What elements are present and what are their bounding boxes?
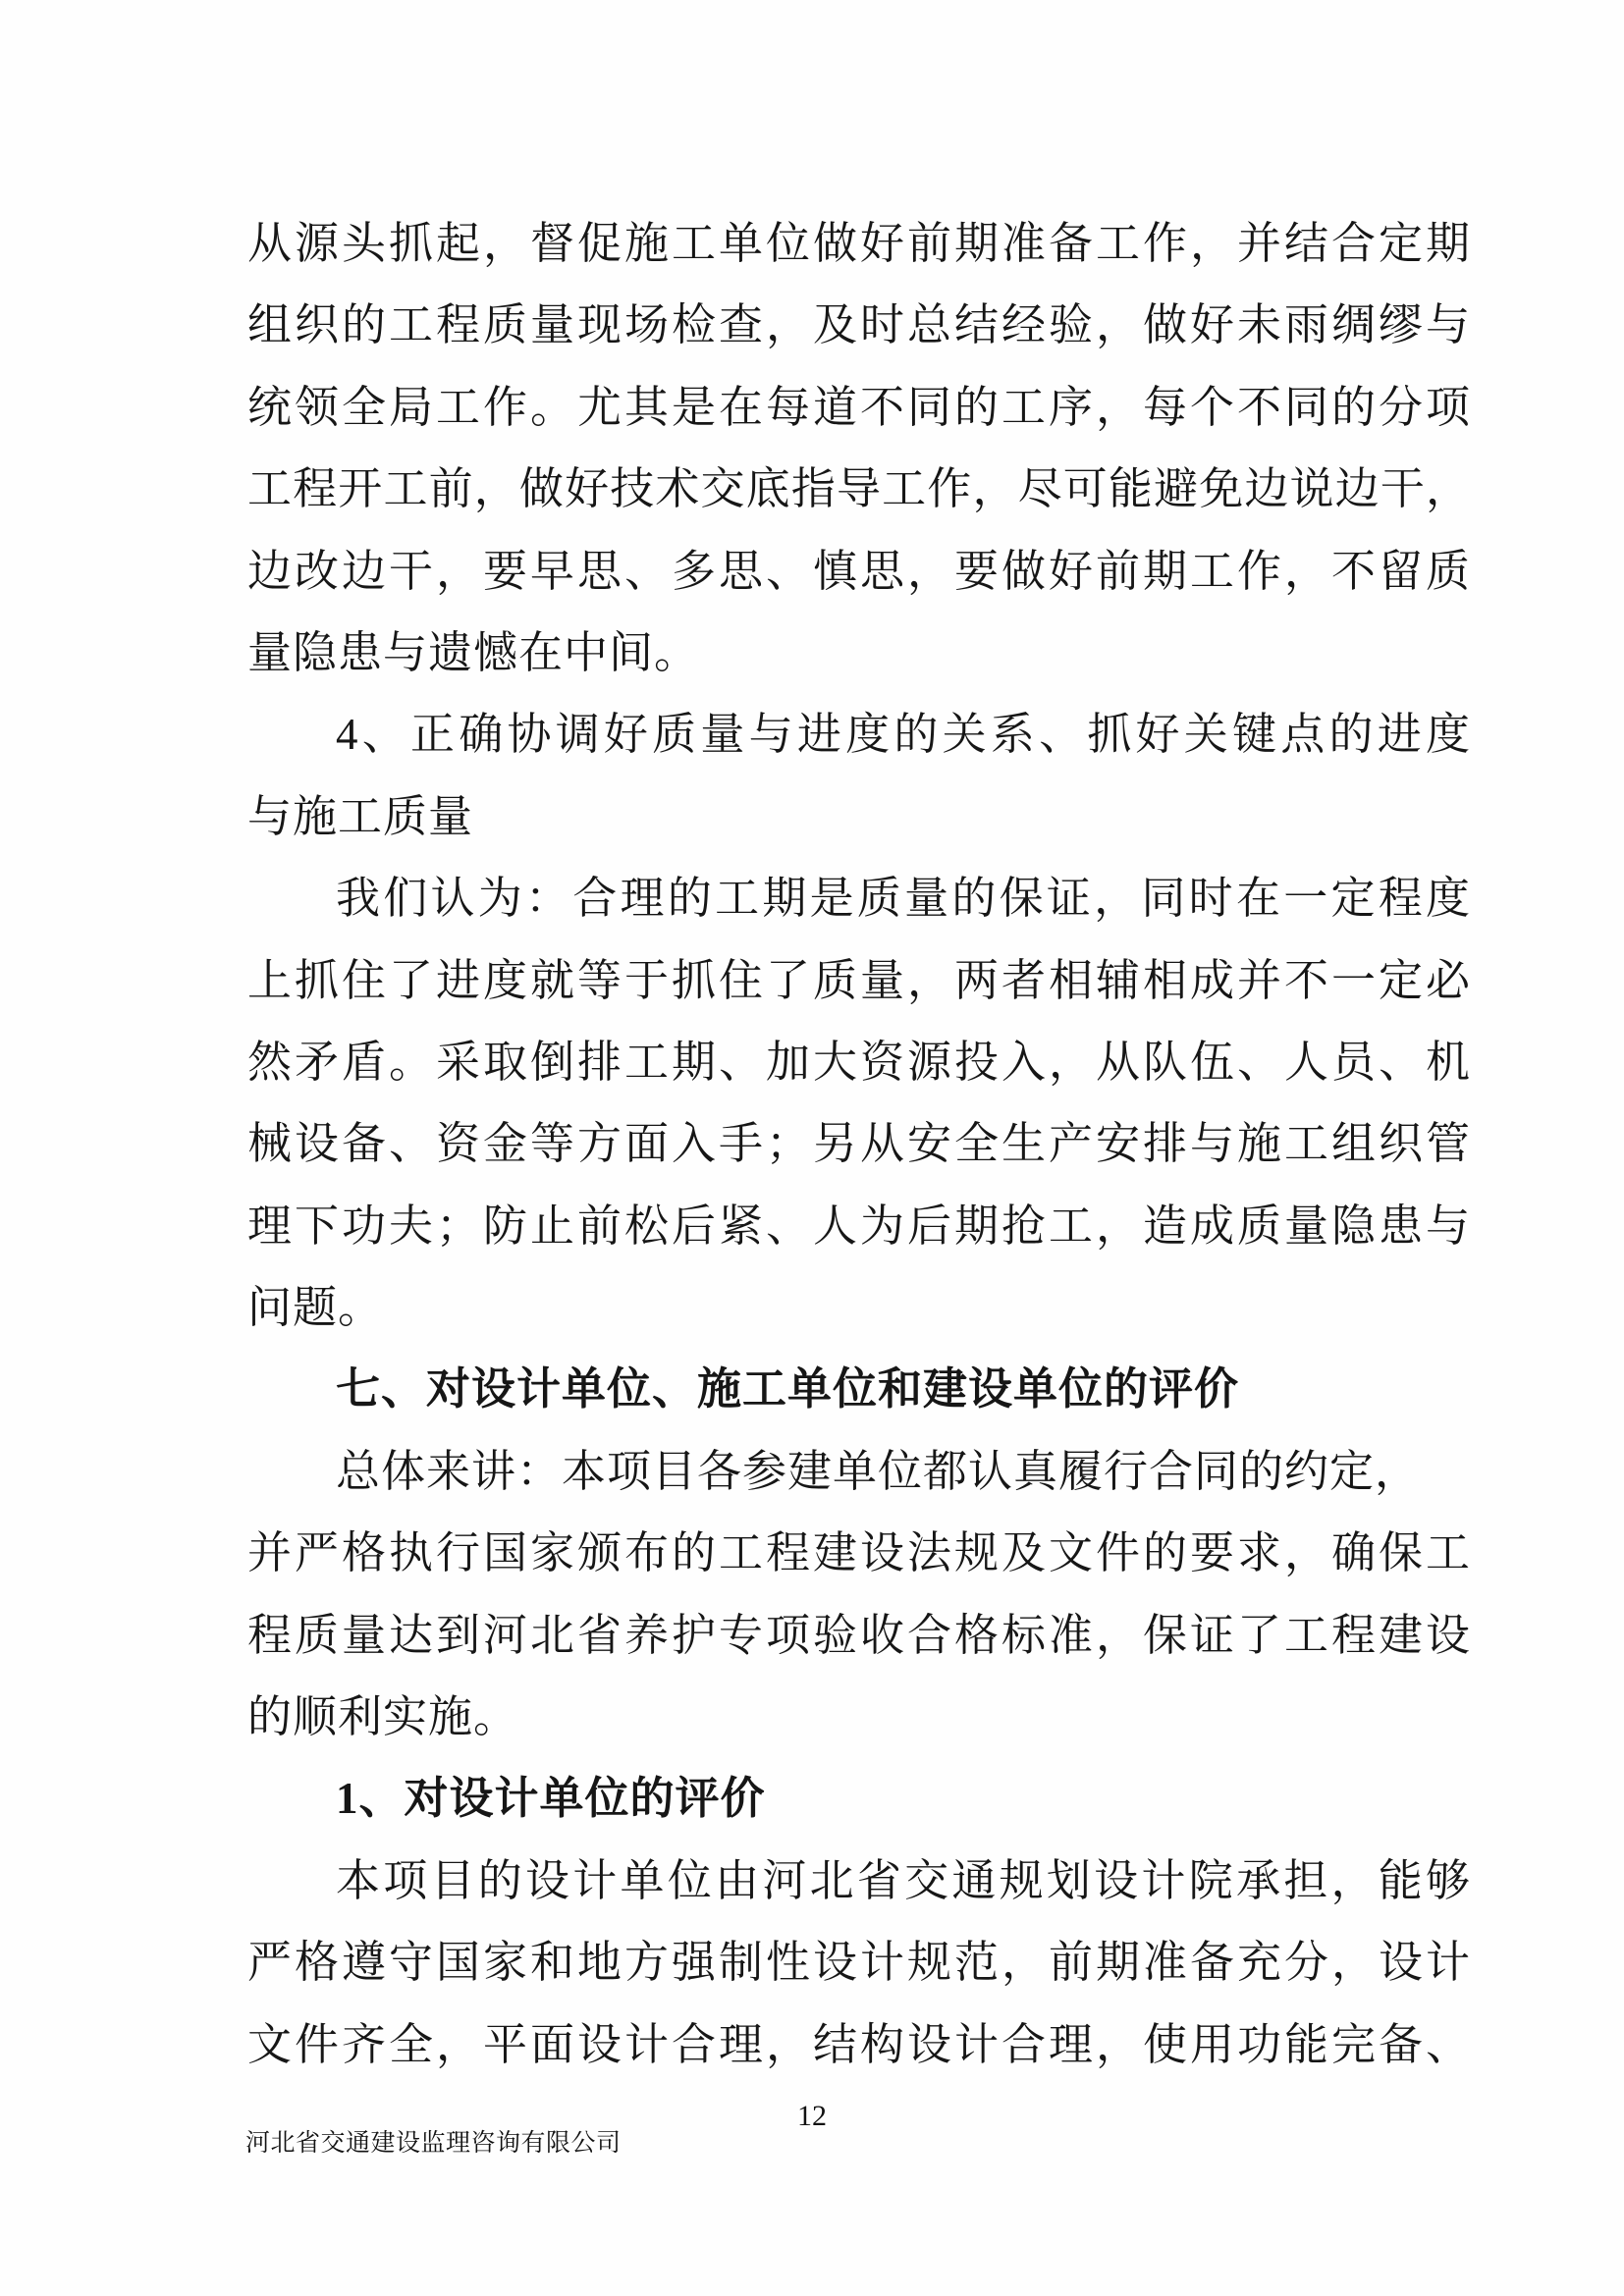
- body-text-line: 上抓住了进度就等于抓住了质量，两者相辅相成并不一定必: [247, 955, 1471, 1005]
- section-heading-line: 4、正确协调好质量与进度的关系、抓好关键点的进度: [336, 710, 1471, 760]
- body-text-line: 的顺利实施。: [247, 1692, 519, 1742]
- body-text-line: 并严格执行国家颁布的工程建设法规及文件的要求，确保工: [247, 1528, 1471, 1578]
- page-number: 12: [797, 2100, 827, 2132]
- body-text-line: 量隐患与遗憾在中间。: [247, 627, 700, 677]
- body-text-line: 文件齐全，平面设计合理，结构设计合理，使用功能完备、: [247, 2019, 1471, 2069]
- body-text-line: 从源头抓起，督促施工单位做好前期准备工作，并结合定期: [247, 219, 1471, 268]
- section-heading-line: 七、对设计单位、施工单位和建设单位的评价: [336, 1364, 1240, 1415]
- body-text-line: 边改边干，要早思、多思、慎思，要做好前期工作，不留质: [247, 546, 1471, 596]
- body-text-line: 工程开工前，做好技术交底指导工作，尽可能避免边说边干，: [247, 464, 1471, 514]
- footer-company: 河北省交通建设监理咨询有限公司: [245, 2130, 622, 2157]
- body-text-line: 本项目的设计单位由河北省交通规划设计院承担，能够: [336, 1855, 1471, 1905]
- body-text-line: 然矛盾。采取倒排工期、加大资源投入，从队伍、人员、机: [247, 1037, 1471, 1087]
- body-text: [247, 203, 1471, 2086]
- body-text-line: 理下功夫；防止前松后紧、人为后期抢工，造成质量隐患与: [247, 1201, 1471, 1251]
- body-text-line: 问题。: [247, 1283, 384, 1333]
- body-text-line: 总体来讲：本项目各参建单位都认真履行合同的约定，: [336, 1446, 1421, 1496]
- body-text-line: 统领全局工作。尤其是在每道不同的工序，每个不同的分项: [247, 382, 1471, 432]
- section-heading-line: 与施工质量: [247, 791, 474, 841]
- body-text-line: 组织的工程质量现场检查，及时总结经验，做好未雨绸缪与: [247, 300, 1471, 350]
- section-heading-line: 1、对设计单位的评价: [336, 1774, 766, 1824]
- body-text-line: 械设备、资金等方面入手；另从安全生产安排与施工组织管: [247, 1119, 1471, 1169]
- body-text-line: 程质量达到河北省养护专项验收合格标准，保证了工程建设: [247, 1610, 1471, 1660]
- body-text-line: 我们认为：合理的工期是质量的保证，同时在一定程度: [336, 874, 1471, 924]
- body-text-line: 严格遵守国家和地方强制性设计规范，前期准备充分，设计: [247, 1938, 1471, 1988]
